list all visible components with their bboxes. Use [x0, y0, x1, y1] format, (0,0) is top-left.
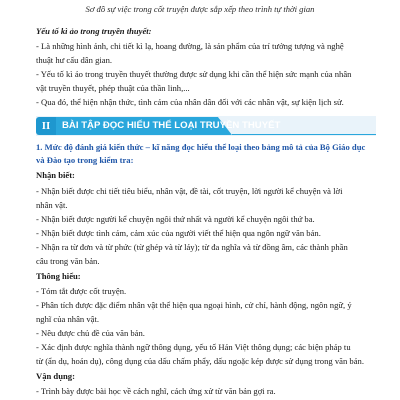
paragraph-line: - Nêu được chủ đề của văn bản. [36, 328, 145, 338]
van-dung-heading: Vận dụng: [36, 371, 75, 381]
figure-caption: Sơ đồ sự việc trong cốt truyện được sắp xếp theo trình tự thời gian [85, 4, 315, 14]
paragraph-line: - Xác định được nghĩa thành ngữ thông dụng, yếu tố Hán Việt thông dụng; các biện pháp tu [36, 342, 351, 352]
section-heading-ky-ao: Yếu tố kì ảo trong truyền thuyết: [36, 26, 152, 36]
paragraph-line: - Nhận ra từ đơn và từ phức (từ ghép và từ láy); từ đa nghĩa và từ đồng âm, các thành phần [36, 242, 348, 252]
section-banner [36, 116, 376, 136]
banner-title: BÀI TẬP ĐỌC HIỂU THỂ LOẠI TRUYỀN THUYẾT [62, 120, 281, 131]
paragraph-line: câu trong văn bản. [36, 256, 100, 266]
paragraph-line: - Tóm tắt được cốt truyện. [36, 286, 127, 296]
paragraph-line: - Nhận biết được chi tiết tiêu biểu, nhân vật, đề tài, cốt truyện, lời người kể chuyện và lời [36, 186, 343, 196]
paragraph-line: nhân vật. [36, 200, 68, 210]
paragraph-line: - Yếu tố kì ảo trong truyền thuyết thường được sử dụng khi cần thể hiện sức mạnh của nhân [36, 69, 352, 79]
paragraph-line: nghĩ của nhân vật. [36, 314, 100, 324]
paragraph-line: từ (ẩn dụ, hoán dụ), công dụng của dấu chấm phẩy, dấu ngoặc kép được sử dụng trong văn bản. [36, 356, 364, 366]
paragraph-line: - Nhận biết được người kể chuyện ngôi thứ nhất và người kể chuyện ngôi thứ ba. [36, 214, 315, 224]
question-heading: 1. Mức độ đánh giá kiến thức – kĩ năng đọc hiểu thể loại theo bảng mô tả của Bộ Giáo dục [36, 142, 366, 152]
banner-underline [232, 134, 376, 135]
paragraph-line: - Là những hình ảnh, chi tiết kì lạ, hoang đường, là sản phẩm của trí tưởng tượng và nghệ [36, 41, 344, 51]
paragraph-line: - Phân tích được đặc điểm nhân vật thể hiện qua ngoại hình, cử chỉ, hành động, ngôn ngữ, ý [36, 300, 352, 310]
nhan-biet-heading: Nhận biết: [36, 170, 75, 180]
question-heading-cont: và Đào tạo trong kiểm tra: [36, 155, 134, 165]
thong-hieu-heading: Thông hiểu: [36, 271, 81, 281]
paragraph-line: vật truyền thuyết, phép thuật của thần linh,... [36, 83, 190, 93]
roman-numeral-badge: II [36, 117, 56, 135]
paragraph-line: thuật hư cấu dân gian. [36, 55, 113, 65]
paragraph-line: - Trình bày được bài học về cách nghĩ, cách ứng xử từ văn bản gợi ra. [36, 386, 276, 396]
paragraph-line: - Nhận biết được tình cảm, cảm xúc của người viết thể hiện qua ngôn ngữ văn bản. [36, 228, 321, 238]
paragraph-line: - Qua đó, thể hiện nhận thức, tình cảm của nhân dân đối với các nhân vật, sự kiện lịch sử. [36, 97, 344, 107]
